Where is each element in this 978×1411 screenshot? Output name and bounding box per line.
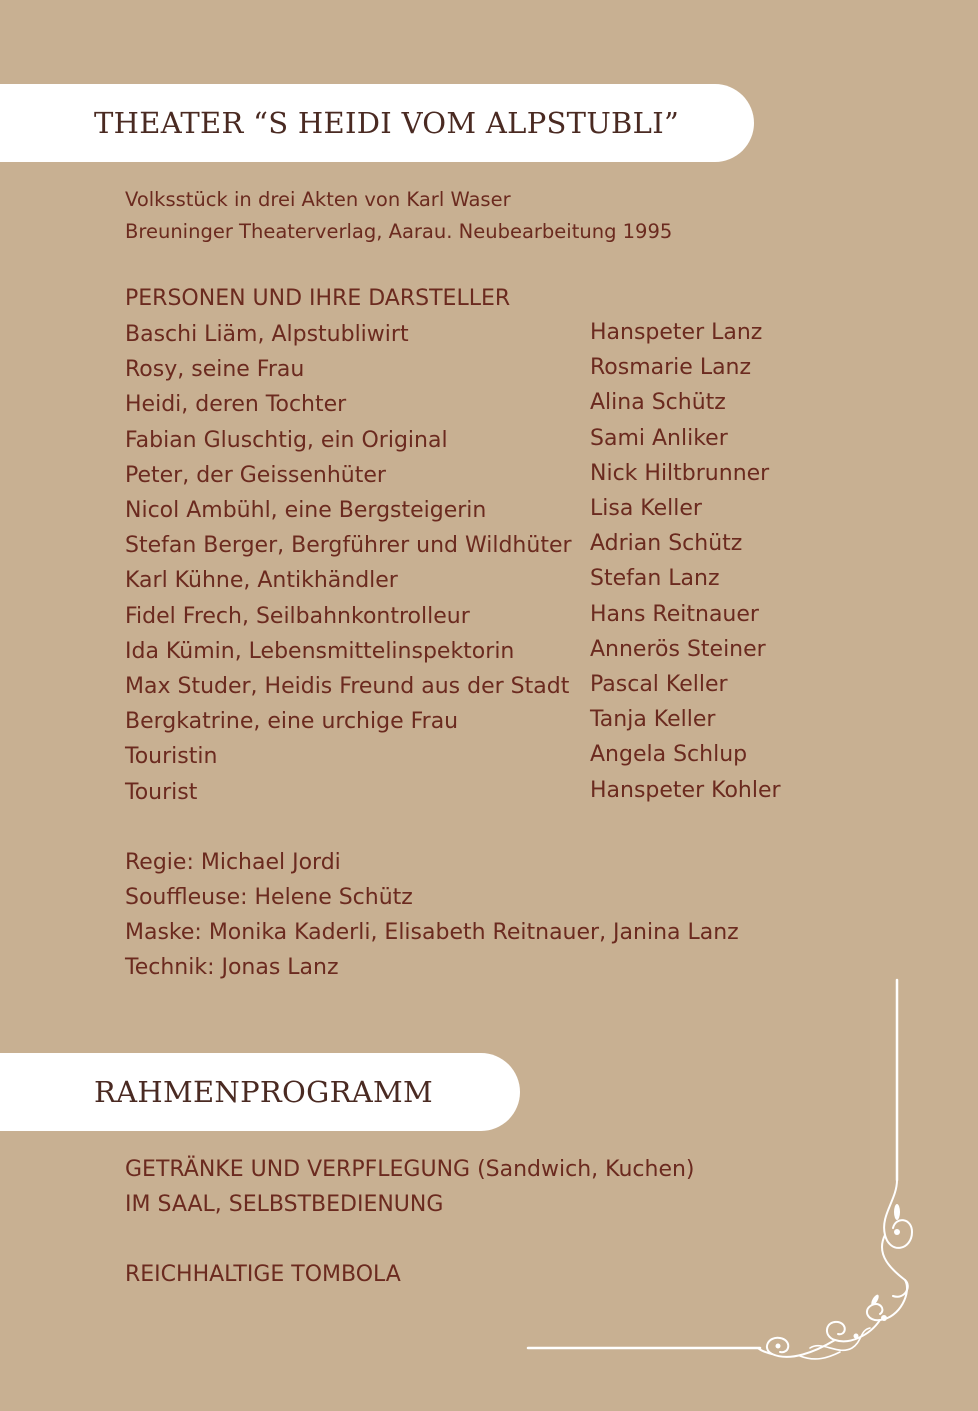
cast-role: Max Studer, Heidis Freund aus der Stadt (125, 674, 570, 699)
program-line-1: GETRÄNKE UND VERPFLEGUNG (Sandwich, Kuchen) (125, 1157, 695, 1182)
cast-actor: Adrian Schütz (590, 531, 743, 557)
cast-role: Bergkatrine, eine urchige Frau (125, 709, 459, 735)
crew-maske: Maske: Monika Kaderli, Elisabeth Reitnauer, Janina Lanz (125, 920, 739, 945)
cast-actor: Nick Hiltbrunner (590, 460, 770, 486)
crew-technik: Technik: Jonas Lanz (125, 955, 339, 980)
cast-actor: Hanspeter Kohler (590, 777, 781, 803)
cast-actor: Hanspeter Lanz (590, 320, 763, 345)
cast-role: Rosy, seine Frau (125, 357, 305, 383)
program-line-2: IM SAAL, SELBSTBEDIENUNG (125, 1192, 444, 1217)
program-title: RAHMENPROGRAMM (94, 1075, 433, 1109)
cast-actor: Tanja Keller (590, 707, 716, 733)
page-title: THEATER “S HEIDI VOM ALPSTUBLI” (94, 106, 680, 140)
cast-role: Baschi Liäm, Alpstubliwirt (125, 322, 409, 347)
crew-regie: Regie: Michael Jordi (125, 850, 341, 875)
subtitle-line-2: Breuninger Theaterverlag, Aarau. Neubearbeitung 1995 (125, 220, 673, 243)
cast-actor: Pascal Keller (590, 672, 728, 697)
cast-role: Stefan Berger, Bergführer und Wildhüter (125, 533, 572, 559)
program-line-3: REICHHALTIGE TOMBOLA (125, 1262, 401, 1287)
cast-role: Fabian Gluschtig, ein Original (125, 427, 448, 453)
cast-actor: Rosmarie Lanz (590, 355, 752, 381)
cast-actor: Hans Reitnauer (590, 601, 759, 627)
cast-actor: Sami Anliker (590, 425, 728, 451)
cast-role: Ida Kümin, Lebensmittelinspektorin (125, 638, 515, 664)
cast-role: Heidi, deren Tochter (125, 392, 347, 418)
subtitle-line-1: Volksstück in drei Akten von Karl Waser (125, 188, 511, 211)
cast-actor: Annerös Steiner (590, 636, 766, 662)
cast-role: Tourist (125, 779, 198, 805)
cast-actor: Stefan Lanz (590, 566, 720, 592)
cast-role: Nicol Ambühl, eine Bergsteigerin (125, 498, 487, 523)
cast-role: Karl Kühne, Antikhändler (125, 568, 398, 594)
crew-souffleuse: Souffleuse: Helene Schütz (125, 885, 413, 910)
cast-actor: Alina Schütz (590, 390, 726, 416)
cast-actor: Lisa Keller (590, 496, 702, 521)
cast-role: Fidel Frech, Seilbahnkontrolleur (125, 603, 470, 629)
cast-role: Touristin (125, 744, 218, 770)
cast-role: Peter, der Geissenhüter (125, 462, 386, 488)
cast-actor: Angela Schlup (590, 742, 748, 768)
cast-heading: PERSONEN UND IHRE DARSTELLER (125, 286, 511, 311)
